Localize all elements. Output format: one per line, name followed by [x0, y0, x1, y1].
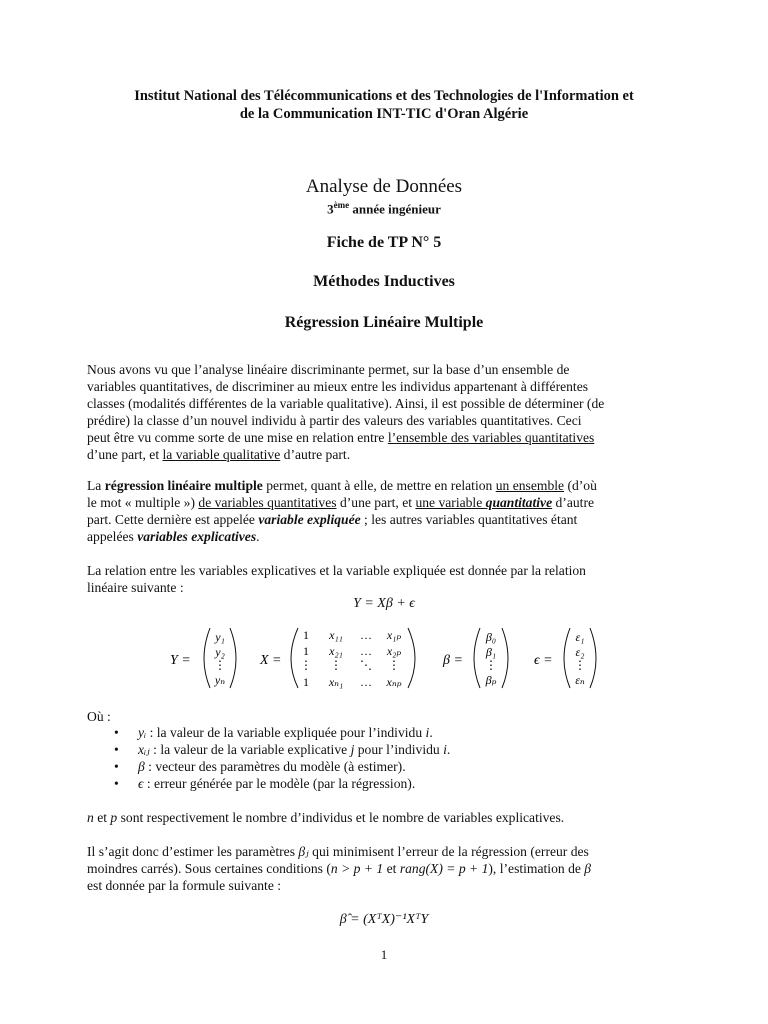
p1-line: classes (modalités différentes de la variable qualitative). Ainsi, il est possible de déterminer (de [87, 396, 605, 411]
X-cell: 1 [303, 644, 309, 658]
p4-text: sont respectivement le nombre d’individus et le nombre de variables explicatives. [117, 810, 565, 825]
p1-line: variables quantitatives, de discriminer au mieux entre les individus appartenant à différentes [87, 379, 589, 394]
year-number: 3 [327, 201, 334, 217]
eps-label: ϵ = [534, 653, 553, 668]
X-cell: … [360, 628, 372, 642]
X-cell: … [360, 675, 372, 689]
p3-line: linéaire suivante : [87, 580, 184, 595]
course-title: Analyse de Données [305, 176, 463, 197]
page-number: 1 [380, 947, 388, 962]
matrices-block [0, 624, 768, 694]
institution-line-1: Institut National des Télécommunications et des Technologies de l'Information et [134, 88, 634, 104]
p1-line [87, 446, 683, 463]
eps-entry: εₙ [575, 673, 585, 687]
X-label: X = [260, 653, 282, 668]
p2-bold: régression linéaire multiple [104, 478, 263, 493]
Y-entry: y₁ [215, 630, 225, 644]
math-n: n [87, 810, 94, 825]
X-cell: … [360, 644, 372, 658]
p2-bold-italic: variables explicatives [137, 529, 257, 544]
Y-right-paren [230, 628, 236, 688]
p5-math: n > p + 1 [330, 861, 384, 876]
year-text: année ingénieur [349, 201, 441, 217]
bullet-text: : la valeur de la variable explicative [149, 742, 351, 757]
bullet-text: : vecteur des paramètres du modèle (à estimer). [144, 759, 406, 774]
p2-text: (d’où [564, 478, 597, 493]
p2-text: . [256, 529, 260, 544]
paragraph-2 [87, 477, 683, 545]
bullet-dot: • [114, 725, 119, 740]
bullet-end: . [429, 725, 433, 740]
Y-entry: y₂ [215, 645, 225, 659]
X-cell: 1 [303, 628, 309, 642]
p2-text: d’autre [552, 495, 594, 510]
bullet-end: . [446, 742, 451, 757]
p2-underlined: de variables quantitatives [198, 495, 337, 510]
bullet-text: : la valeur de la variable expliquée pour l’individu [146, 725, 426, 740]
bullet-symbol: yᵢ [138, 725, 147, 740]
p2-text: ; les autres variables quantitatives étant [360, 512, 578, 527]
tp-title: Fiche de TP N° 5 [326, 234, 442, 251]
Y-label: Y = [170, 653, 191, 668]
X-right-paren [408, 628, 415, 688]
year-superscript: ème [333, 200, 350, 210]
X-cells [300, 628, 402, 689]
p2-text: appelées [87, 529, 138, 544]
beta-entry: ⋮ [485, 658, 497, 672]
bullet-dot: • [114, 759, 119, 774]
Y-entry: ⋮ [214, 658, 226, 672]
p5-text: qui minimisent l’erreur de la régression (erreur des [308, 844, 589, 859]
X-cell: ⋱ [360, 658, 372, 672]
eps-left-paren [564, 628, 570, 688]
p5-math: rang(X) = p + 1 [399, 861, 489, 876]
p5-text: moindres carrés). Sous certaines conditions ( [87, 861, 331, 876]
bullet-dot: • [114, 742, 119, 757]
estimation-formula: β̂ = (XᵀX)⁻¹XᵀY [339, 912, 429, 927]
year-subtitle [0, 200, 768, 217]
beta-entry: βₚ [485, 673, 497, 687]
p1-line: Nous avons vu que l’analyse linéaire discriminante permet, sur la base d’un ensemble de [87, 362, 570, 377]
p3-line: La relation entre les variables explicatives et la variable expliquée est donnée par la relation [87, 563, 586, 578]
bullet-symbol: xᵢⱼ [138, 742, 150, 757]
paragraph-4 [87, 809, 683, 826]
X-cell: xₙ₁ [328, 675, 344, 689]
p2-text: le mot « multiple ») [87, 495, 199, 510]
p5-math: βⱼ [298, 844, 309, 859]
X-cell: x₁₁ [329, 628, 343, 642]
bullet-math: i [425, 725, 430, 740]
bullet-text: : erreur générée par le modèle (par la régression). [143, 776, 416, 791]
bullet-math: i [443, 742, 447, 757]
paragraph-1 [87, 361, 683, 463]
p1-line [87, 429, 683, 446]
p2-line [87, 528, 683, 545]
p5-text: Il s’agit donc d’estimer les paramètres [87, 844, 299, 859]
X-cell: x₁ₚ [386, 628, 402, 642]
p2-underlined: un ensemble [495, 478, 565, 493]
p5-line [87, 843, 683, 860]
paragraph-5 [87, 843, 683, 894]
p2-bold-italic: variable expliquée [258, 512, 361, 527]
beta-entry: β₁ [485, 645, 497, 659]
p2-underlined-bold: quantitative [485, 495, 553, 510]
bullet-dot: • [114, 776, 119, 791]
p1-text: d’autre part. [280, 447, 351, 462]
p2-text: permet, quant à elle, de mettre en relation [262, 478, 496, 493]
eps-entry: ⋮ [574, 658, 586, 672]
X-cell: x₂ₚ [386, 644, 402, 658]
ou-label: Où : [87, 709, 111, 724]
p5-math: β [584, 861, 592, 876]
eps-right-paren [590, 628, 596, 688]
eps-entry: ε₂ [575, 645, 585, 659]
bullet-symbol: ϵ [138, 776, 144, 791]
bullet-symbol: β [138, 759, 145, 774]
institution-line-2: de la Communication INT-TIC d'Oran Algérie [239, 106, 529, 122]
bullet-text: pour l’individu [354, 742, 444, 757]
p2-line [87, 494, 683, 511]
p5-text: ), l’estimation de [488, 861, 585, 876]
beta-entry: β₀ [485, 630, 497, 644]
topic-title: Méthodes Inductives [313, 273, 455, 290]
p1-underlined: la variable qualitative [162, 447, 281, 462]
p2-text: part. Cette dernière est appelée [87, 512, 259, 527]
X-cell: 1 [303, 675, 309, 689]
p2-text: La [87, 478, 105, 493]
beta-label: β = [443, 653, 463, 668]
X-cell: ⋮ [388, 658, 400, 672]
main-equation: Y = Xβ + ϵ [353, 596, 415, 611]
p5-line: est donnée par la formule suivante : [87, 878, 282, 893]
beta-left-paren [474, 628, 480, 688]
p1-text: peut être vu comme sorte de une mise en relation entre [87, 430, 388, 445]
p1-text: d’une part, et [87, 447, 163, 462]
p2-line [87, 477, 683, 494]
p1-underlined: l’ensemble des variables quantitatives [387, 430, 595, 445]
subtopic-title: Régression Linéaire Multiple [284, 314, 484, 331]
p4-text: et [93, 810, 111, 825]
p1-line: prédire) la classe d’un nouvel individu à partir des valeurs des variables quantitatives. Ceci [87, 413, 582, 428]
X-cell: ⋮ [300, 658, 312, 672]
paragraph-3 [87, 562, 683, 596]
p2-line [87, 511, 683, 528]
X-left-paren [291, 628, 298, 688]
Y-entry: yₙ [214, 673, 226, 687]
p5-text: et [383, 861, 400, 876]
Y-left-paren [204, 628, 210, 688]
eps-entry: ε₁ [575, 630, 585, 644]
p5-line [87, 860, 683, 877]
X-cell: x₂₁ [329, 644, 343, 658]
p2-underlined: une variable [415, 495, 486, 510]
X-cell: xₙₚ [386, 675, 402, 689]
X-cell: ⋮ [330, 658, 342, 672]
bullet-math: j [350, 742, 355, 757]
beta-right-paren [502, 628, 508, 688]
p2-text: d’une part, et [336, 495, 416, 510]
math-p: p [110, 810, 118, 825]
